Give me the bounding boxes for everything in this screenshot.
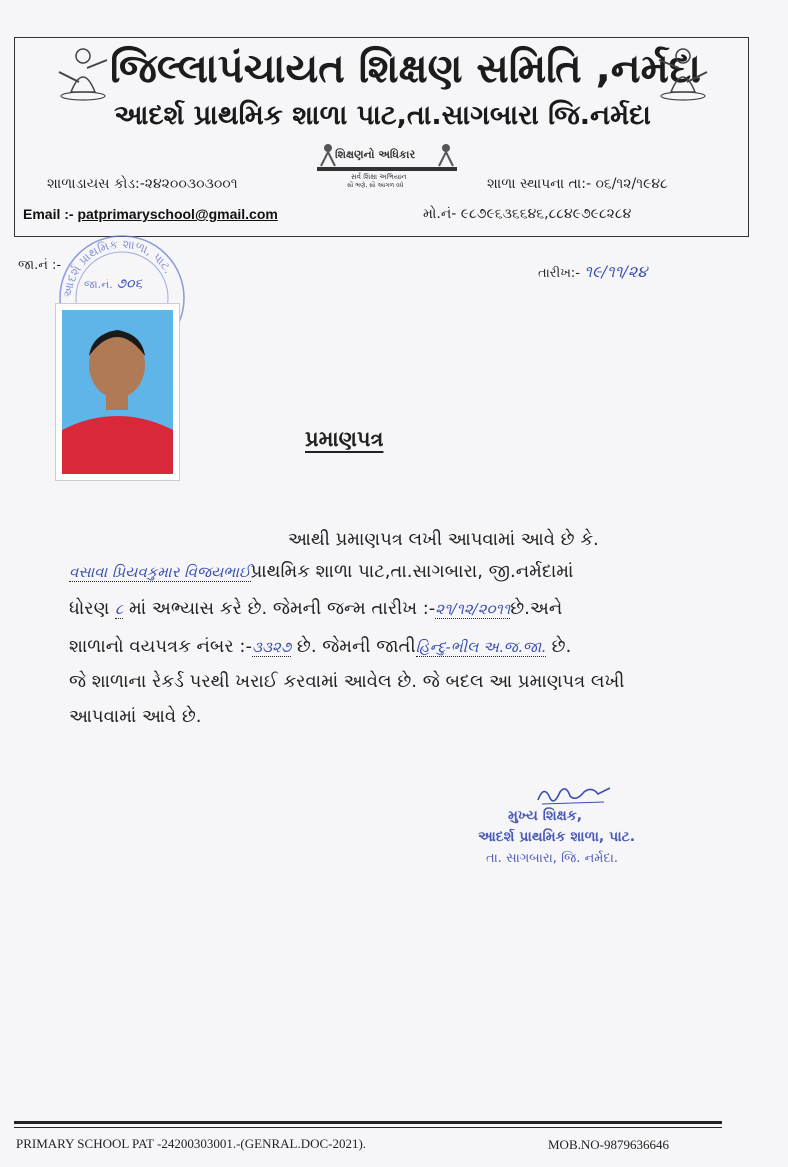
headmaster-signature (534, 782, 614, 808)
birth-date: ૨૧/૧૨/૨૦૧૧ (435, 600, 511, 618)
issue-date: તારીખ:- ૧૯/૧૧/૨૪ (538, 262, 648, 281)
pencil-figure-icon (435, 142, 457, 168)
signature-place: તા. સાગબારા, જિ. નર્મદા. (486, 851, 619, 866)
letterhead-title: જિલ્લાપંચાયત શિક્ષણ સમિતિ ,નર્મદા (110, 46, 701, 92)
letterhead-subtitle: આદર્શ પ્રાથમિક શાળા પાટ,તા.સાગબારા જિ.નર્મદા (114, 100, 651, 131)
footer-rule (14, 1121, 722, 1124)
standard-value: ૮ (115, 600, 124, 618)
school-code: શાળાડાયસ કોડ:-૨૪૨૦૦૩૦૩૦૦૧ (47, 176, 238, 192)
established-date: શાળા સ્થાપના તા:- ૦૬/૧૨/૧૯૪૮ (487, 176, 668, 192)
logo-pencil-bar (317, 167, 457, 171)
signature-school: આદર્શ પ્રાથમિક શાળા, પાટ. (478, 829, 636, 845)
svg-text:આદર્શ પ્રાથમિક શાળા, પાટ.: આદર્શ પ્રાથમિક શાળા, પાટ. (60, 236, 176, 299)
stamp-jan-number: જા.નં. ૭૦૬ (84, 276, 143, 292)
body-intro: આથી પ્રમાણપત્ર લખી આપવામાં આવે છે કે. (288, 529, 599, 550)
certificate-title: પ્રમાણપત્ર (305, 427, 384, 451)
student-photo (55, 303, 180, 481)
caste-value: હિન્દુ-ભીલ અ.જ.જા. (415, 638, 546, 656)
reference-number: જા.નં :- (18, 258, 62, 273)
letterhead (14, 37, 749, 237)
body-line-register: શાળાનો વયપત્રક નંબર :-૩૩૨૭ છે. જેમની જાતીહિન્દુ-ભીલ અ.જ.જા. છે. (69, 636, 572, 657)
signature-role: મુખ્ય શિક્ષક, (508, 808, 583, 824)
body-line-record: જે શાળાના રેકર્ડ પરથી ખરાઈ કરવામાં આવેલ છે. જે બદલ આ પ્રમાણપત્ર લખી (69, 671, 625, 692)
footer-school-ref: PRIMARY SCHOOL PAT -24200303001.-(GENRAL.DOC-2021). (16, 1136, 367, 1151)
body-line-close: આપવામાં આવે છે. (69, 706, 202, 727)
footer-mobile: MOB.NO-9879636646 (548, 1137, 669, 1152)
student-name: વસાવા પ્રિયવકુમાર વિજયભાઈ (69, 563, 251, 581)
register-number: ૩૩૨૭ (251, 638, 292, 656)
email-line: Email :- patprimaryschool@gmail.com (23, 206, 278, 222)
body-line-name: વસાવા પ્રિયવકુમાર વિજયભાઈપ્રાથમિક શાળા પાટ,તા.સાગબારા, જી.નર્મદામાં (69, 561, 574, 582)
student-portrait-icon (62, 310, 173, 474)
body-line-std: ધોરણ ૮ માં અભ્યાસ કરે છે. જેમની જન્મ તારીખ :-૨૧/૧૨/૨૦૧૧છે.અને (69, 598, 563, 619)
sarva-shiksha-logo: શિક્ષણનો અધિકાર સર્વ શિક્ષા અભિયાન સૌ ભણે, સૌ આગળ વધે (317, 142, 457, 190)
footer-rule (14, 1127, 722, 1128)
saraswati-emblem-icon (53, 42, 113, 102)
mobile-numbers: મો.નં- ૯૮૭૯૬૩૬૬૪૬,૮૮૪૯૭૯૮૨૮૪ (423, 206, 632, 222)
email-link[interactable]: patprimaryschool@gmail.com (77, 206, 278, 222)
saraswati-emblem-icon (653, 42, 713, 102)
